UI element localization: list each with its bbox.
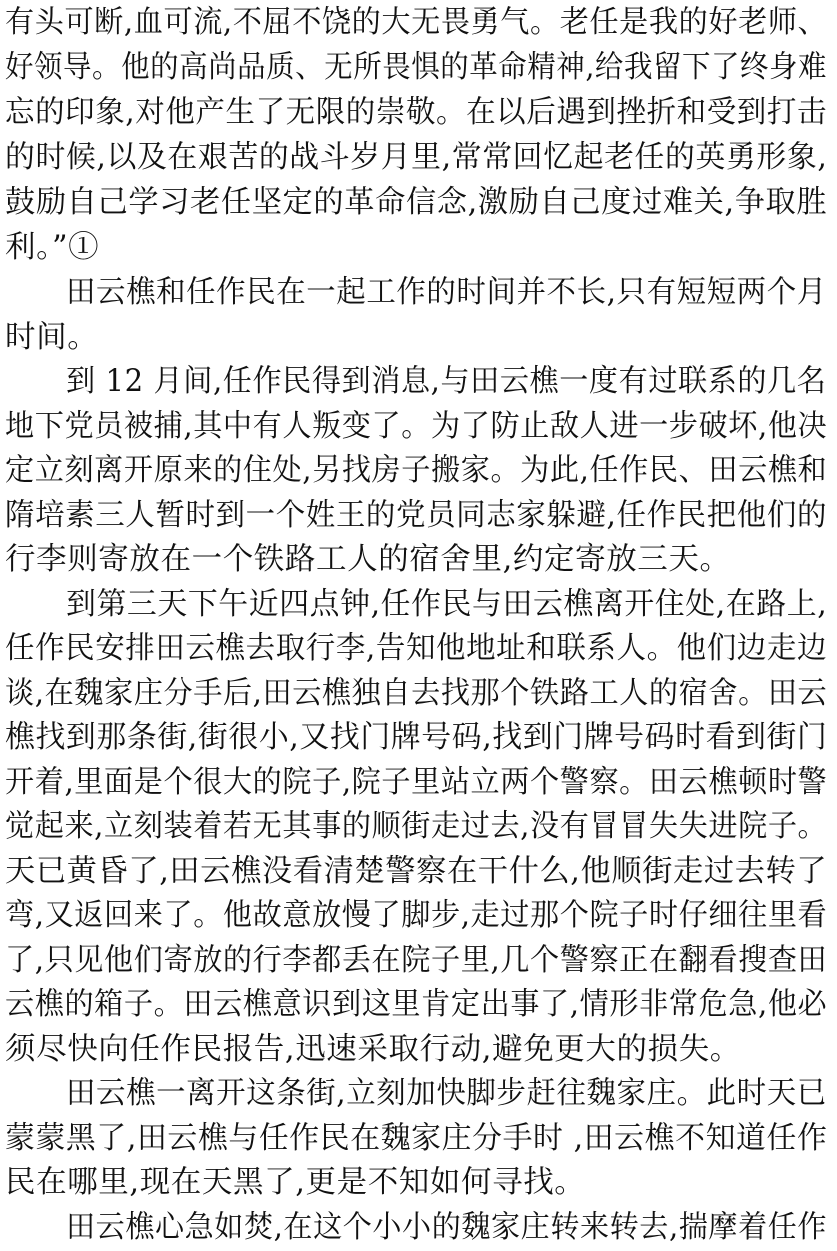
text-line-2: 好领导。他的高尚品质、无所畏惧的革命精神,给我留下了终身难 <box>5 50 828 85</box>
text-line-18: 开着,里面是个很大的院子,院子里站立两个警察。田云樵顿时警 <box>5 765 828 800</box>
text-line-19: 觉起来,立刻装着若无其事的顺街走过去,没有冒冒失失进院子。 <box>5 809 828 844</box>
text-line-22: 了,只见他们寄放的行李都丢在院子里,几个警察正在翻看搜查田 <box>5 943 828 978</box>
text-line-1: 有头可断,血可流,不屈不饶的大无畏勇气。老任是我的好老师、 <box>5 5 828 40</box>
text-line-27: 民在哪里,现在天黑了,更是不知如何寻找。 <box>5 1165 586 1200</box>
paragraph-start-line: 到第三天下午近四点钟,任作民与田云樵离开住处,在路上, <box>66 587 828 622</box>
text-line-26: 蒙蒙黑了,田云樵与任作民在魏家庄分手时 ,田云樵不知道任作 <box>5 1121 828 1156</box>
text-line-11: 定立刻离开原来的住处,另找房子搬家。为此,任作民、田云樵和 <box>5 453 828 488</box>
text-line-8: 时间。 <box>5 320 99 355</box>
text-line-3: 忘的印象,对他产生了无限的崇敬。在以后遇到挫折和受到打击 <box>5 95 828 130</box>
paragraph-start-line: 田云樵和任作民在一起工作的时间并不长,只有短短两个月 <box>66 275 827 310</box>
paragraph-start-line: 到 12 月间,任作民得到消息,与田云樵一度有过联系的几名 <box>66 364 827 399</box>
text-line-20: 天已黄昏了,田云樵没看清楚警察在干什么,他顺街走过去转了 <box>5 854 828 889</box>
text-line-21: 弯,又返回来了。他故意放慢了脚步,走过那个院子时仔细往里看 <box>5 898 828 933</box>
text-line-4: 的时候,以及在艰苦的战斗岁月里,常常回忆起老任的英勇形象, <box>5 140 828 175</box>
text-line-24: 须尽快向任作民报告,迅速采取行动,避免更大的损失。 <box>5 1032 741 1067</box>
text-line-16: 谈,在魏家庄分手后,田云樵独自去找那个铁路工人的宿舍。田云 <box>5 676 828 711</box>
text-line-12: 隋培素三人暂时到一个姓王的党员同志家躲避,任作民把他们的 <box>5 498 828 533</box>
paragraph-start-line: 田云樵一离开这条街,立刻加快脚步赶往魏家庄。此时天已 <box>66 1076 827 1111</box>
text-line-23: 云樵的箱子。田云樵意识到这里肯定出事了,情形非常危急,他必 <box>5 987 828 1022</box>
text-line-17: 樵找到那条街,街很小,又找门牌号码,找到门牌号码时看到街门 <box>5 720 828 755</box>
text-line-13: 行李则寄放在一个铁路工人的宿舍里,约定寄放三天。 <box>5 542 731 577</box>
text-line-15: 任作民安排田云樵去取行李,告知他地址和联系人。他们边走边 <box>5 631 828 666</box>
document-page <box>5 0 829 1245</box>
text-line-5: 鼓励自己学习老任坚定的革命信念,激励自己度过难关,争取胜 <box>5 185 828 220</box>
text-line-10: 地下党员被捕,其中有人叛变了。为了防止敌人进一步破坏,他决 <box>5 409 828 444</box>
paragraph-start-line: 田云樵心急如焚,在这个小小的魏家庄转来转去,揣摩着任作 <box>66 1210 828 1245</box>
text-line-6: 利。”① <box>5 230 100 265</box>
